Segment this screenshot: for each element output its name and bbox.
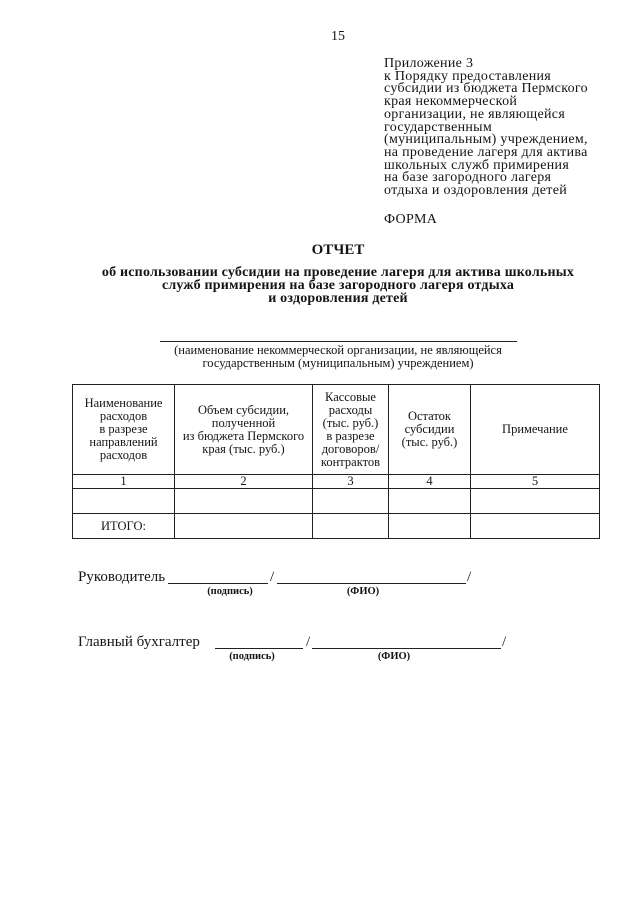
slash-separator: / [306, 634, 311, 650]
header-line: (тыс. руб.) [322, 415, 379, 430]
header-line: Кассовые [325, 389, 376, 404]
table-cell [389, 489, 471, 514]
header-line: Примечание [502, 422, 568, 436]
appendix-line: субсидии из бюджета Пермского [384, 81, 588, 97]
header-line: контрактов [320, 454, 381, 469]
appendix-line: на базе загородного лагеря [384, 170, 552, 186]
report-table [72, 384, 600, 539]
report-subtitle [38, 266, 638, 305]
header-line: из бюджета Пермского [182, 428, 305, 443]
role-label: Главный бухгалтер [78, 634, 200, 650]
table-cell [73, 489, 175, 514]
org-name-caption [38, 344, 638, 370]
appendix-line: края некоммерческой [384, 94, 518, 110]
header-line: полученной [211, 415, 276, 430]
appendix-line: государственным [384, 119, 493, 135]
header-line: Объем субсидии, [197, 402, 290, 417]
header-cell-subsidy-amount [175, 385, 313, 475]
column-number-cell: 3 [313, 475, 389, 489]
name-line [312, 648, 501, 649]
name-line [277, 583, 466, 584]
signature-caption: (подпись) [229, 651, 275, 662]
header-line: договоров/ [321, 441, 380, 456]
header-line: расходов [99, 409, 148, 423]
appendix-line: к Порядку предоставления [384, 68, 552, 84]
appendix-line: (муниципальным) учреждением, [384, 132, 588, 148]
column-number-cell: 5 [471, 475, 600, 489]
signature-line [215, 648, 303, 649]
appendix-block [384, 58, 588, 198]
slash-separator: / [270, 569, 275, 585]
caption-line: государственным (муниципальным) учреждением) [202, 356, 474, 370]
slash-separator: / [467, 569, 472, 585]
column-number-cell: 2 [175, 475, 313, 489]
page-number: 15 [331, 29, 345, 44]
appendix-line: на проведение лагеря для актива [384, 144, 588, 160]
form-label: ФОРМА [384, 212, 438, 227]
subtitle-line: об использовании субсидии на проведение лагеря для актива школьных [101, 264, 575, 280]
table-cell [471, 489, 600, 514]
signature-caption: (подпись) [207, 586, 253, 597]
header-line: в разрезе [99, 422, 148, 436]
header-line: расходов [99, 448, 148, 462]
table-cell [175, 514, 313, 539]
table-column-number-row [73, 475, 600, 489]
subtitle-line: и оздоровления детей [268, 290, 408, 306]
header-cell-subsidy-balance [389, 385, 471, 475]
header-line: Остаток [407, 409, 452, 423]
name-caption: (ФИО) [346, 586, 380, 597]
appendix-line: отдыха и оздоровления детей [384, 183, 568, 199]
header-line: направлений [89, 435, 158, 449]
table-cell [471, 514, 600, 539]
appendix-line: Приложение 3 [384, 56, 474, 71]
header-line: края (тыс. руб.) [202, 441, 285, 456]
org-name-line [160, 341, 517, 342]
table-cell [175, 489, 313, 514]
header-line: Наименование [84, 396, 163, 410]
header-line: (тыс. руб.) [401, 435, 458, 449]
header-cell-note [471, 385, 600, 475]
column-number-cell: 1 [73, 475, 175, 489]
column-number-cell: 4 [389, 475, 471, 489]
signature-line [168, 583, 268, 584]
total-label: ИТОГО: [73, 514, 175, 539]
slash-separator: / [502, 634, 507, 650]
name-caption: (ФИО) [377, 651, 411, 662]
caption-line: (наименование некоммерческой организации, не являющейся [174, 343, 502, 357]
table-cell [313, 489, 389, 514]
appendix-line: организации, не являющейся [384, 106, 566, 122]
header-line: субсидии [404, 422, 455, 436]
header-line: в разрезе [326, 428, 375, 443]
total-row [73, 514, 600, 539]
role-label: Руководитель [78, 569, 166, 585]
subtitle-line: служб примирения на базе загородного лагеря отдыха [161, 277, 515, 293]
report-title: ОТЧЕТ [311, 242, 365, 258]
table-row [73, 489, 600, 514]
table-cell [313, 514, 389, 539]
table-header-row [73, 385, 600, 475]
appendix-line: школьных служб примирения [384, 157, 570, 173]
table-cell [389, 514, 471, 539]
header-line: расходы [328, 402, 373, 417]
header-cell-cash-expenses [313, 385, 389, 475]
header-cell-expense-name [73, 385, 175, 475]
